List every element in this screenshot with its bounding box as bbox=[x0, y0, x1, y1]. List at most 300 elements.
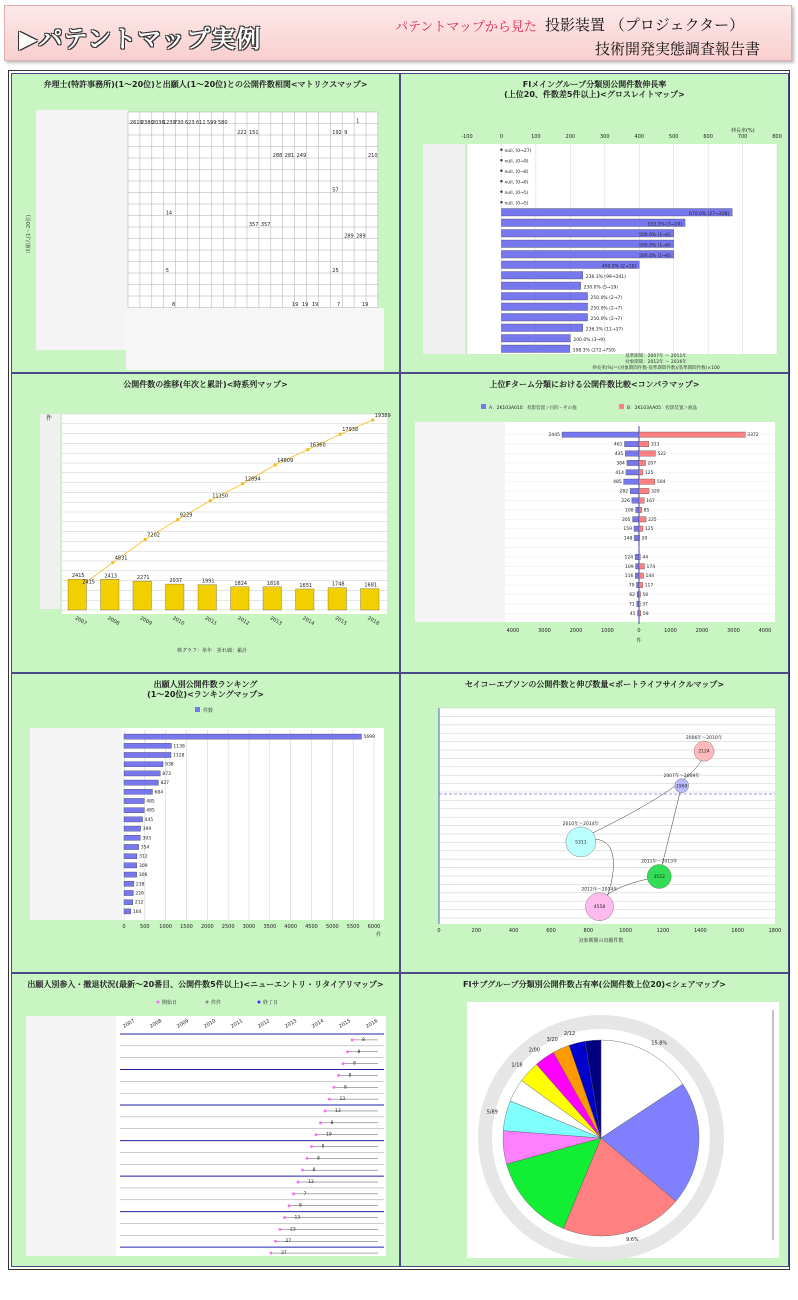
bar-label: 148 bbox=[623, 536, 633, 542]
bar bbox=[124, 890, 133, 895]
row-label: 19 bbox=[326, 1132, 332, 1138]
bar bbox=[124, 900, 133, 905]
row-label: 13 bbox=[339, 1097, 346, 1103]
bar bbox=[501, 335, 570, 343]
bar bbox=[639, 470, 643, 475]
tick-label: 300 bbox=[600, 134, 610, 140]
y-axis-label: 件 bbox=[46, 415, 53, 422]
cell-label: 9 bbox=[344, 130, 348, 136]
bar-label: 1824 bbox=[234, 580, 248, 587]
bar-label: 230.0% (5→19) bbox=[583, 285, 619, 291]
bar-label: 384 bbox=[616, 461, 625, 467]
bar-label: 500.0% (1→6) bbox=[639, 243, 671, 249]
tick-label: 2010 bbox=[203, 1018, 218, 1030]
tick-label: 2014 bbox=[301, 615, 316, 627]
tick-label: 2012 bbox=[257, 1018, 272, 1030]
tick-label: 3500 bbox=[263, 924, 277, 930]
bar bbox=[635, 573, 639, 578]
marker bbox=[500, 191, 502, 193]
legend-label: 件件 bbox=[211, 1000, 222, 1006]
bar bbox=[133, 581, 152, 610]
slice-label: 2/12 bbox=[563, 1031, 576, 1038]
bubble-label: 2011年～2013年 bbox=[641, 859, 678, 865]
bar-label: 108 bbox=[625, 508, 634, 514]
blank-area bbox=[36, 110, 128, 350]
legend-label: B：2K103AA05：投影装置＞液晶 bbox=[627, 406, 697, 411]
bar-label: 500.0% (1→6) bbox=[639, 253, 671, 259]
panel-title: セイコーエプソンの公開件数と伸び数量<ポートライフサイクルマップ> bbox=[464, 680, 725, 689]
marker bbox=[500, 180, 502, 182]
bar bbox=[361, 589, 380, 610]
x-axis-label: 対象期間の出願件数 bbox=[578, 938, 624, 944]
bar bbox=[625, 451, 639, 456]
bar-label: 1651 bbox=[299, 582, 313, 589]
tick-label: 1000 bbox=[601, 628, 614, 634]
panel-timeseries bbox=[11, 373, 400, 673]
bar bbox=[639, 460, 646, 465]
bar-label: 1991 bbox=[201, 578, 215, 585]
bar-label: 2037 bbox=[169, 578, 183, 585]
bar bbox=[624, 441, 639, 446]
x-axis-label: 件 bbox=[376, 932, 382, 938]
row-label: 8 bbox=[299, 1203, 302, 1209]
bar bbox=[124, 835, 140, 840]
bar-label: 312 bbox=[139, 854, 148, 860]
cell-label: 580 bbox=[218, 120, 228, 126]
point-label: 16360 bbox=[309, 442, 326, 449]
bar bbox=[639, 479, 655, 484]
legend-marker bbox=[206, 1001, 209, 1004]
bar bbox=[124, 863, 137, 868]
tick-label: 2009 bbox=[176, 1018, 191, 1030]
tick-label: 0 bbox=[122, 924, 126, 930]
start-marker bbox=[333, 1086, 336, 1089]
x-axis-label: 伸長率(%) bbox=[731, 128, 755, 134]
bar bbox=[639, 582, 643, 587]
tick-label: 1200 bbox=[656, 928, 670, 934]
cell-label: 19 bbox=[292, 302, 299, 308]
bar-label: 504 bbox=[656, 480, 666, 486]
bar-label: 238 bbox=[135, 882, 145, 888]
panel-ranking bbox=[11, 673, 400, 973]
legend-swatch bbox=[481, 404, 486, 409]
legend-marker bbox=[258, 1001, 261, 1004]
bar-label: 71 bbox=[629, 602, 635, 608]
bar-label: 282 bbox=[619, 489, 629, 495]
row-label: 7 bbox=[303, 1191, 307, 1197]
tick-label: 800 bbox=[772, 134, 782, 140]
bar-label: 124 bbox=[624, 555, 634, 561]
bar-label: 250.0% (2→7) bbox=[590, 295, 623, 301]
cell-label: 281 bbox=[284, 153, 295, 159]
bubble-value: 2124 bbox=[698, 749, 710, 755]
bar bbox=[639, 441, 649, 446]
tick-label: 2016 bbox=[365, 1018, 380, 1030]
tick-label: 600 bbox=[703, 134, 713, 140]
bar-label: 226 bbox=[621, 499, 630, 504]
bar bbox=[124, 734, 361, 739]
share-chart bbox=[401, 974, 788, 1266]
tick-label: 200 bbox=[471, 928, 482, 934]
bar bbox=[124, 789, 153, 794]
bar-label: 250.0% (2→7) bbox=[590, 316, 623, 322]
bar bbox=[639, 535, 640, 540]
tick-label: 2014 bbox=[311, 1018, 326, 1030]
cell-label: 357 bbox=[249, 222, 259, 228]
blank-area bbox=[423, 144, 465, 354]
chart-grid bbox=[8, 70, 790, 1270]
cell-label: 289 bbox=[344, 233, 354, 240]
row-label: 13 bbox=[308, 1180, 314, 1186]
bar bbox=[639, 526, 643, 531]
bar-label: 45 bbox=[629, 611, 636, 617]
tick-label: 2013 bbox=[284, 1018, 299, 1030]
bar-label: 164 bbox=[132, 909, 142, 915]
bar bbox=[124, 844, 139, 849]
cell-label: 289 bbox=[356, 233, 366, 240]
row-label: 8 bbox=[353, 1061, 356, 1067]
entry-chart bbox=[12, 974, 399, 1266]
bar-label: 250.0% (2→7) bbox=[590, 306, 623, 312]
start-marker bbox=[319, 1121, 322, 1124]
bar-label: 20 bbox=[641, 536, 648, 542]
bar bbox=[124, 872, 137, 877]
bar-label: 212 bbox=[134, 900, 144, 906]
blank-area bbox=[415, 422, 505, 622]
bar bbox=[231, 587, 250, 610]
bar bbox=[124, 817, 143, 822]
row-label: 8 bbox=[362, 1037, 365, 1043]
bar-label: 125 bbox=[644, 527, 654, 533]
bar bbox=[634, 526, 639, 531]
blank-area bbox=[26, 1016, 116, 1256]
bar-label: 1681 bbox=[364, 582, 378, 589]
tick-label: 1600 bbox=[731, 928, 745, 934]
page-title: ▶パテントマップ実例 bbox=[19, 25, 262, 53]
bar-label: 393 bbox=[142, 836, 151, 842]
legend-label: 件数 bbox=[203, 708, 214, 714]
start-marker bbox=[292, 1192, 295, 1195]
panel-title: 上位Fターム分類における公開件数比較<コンパラマップ> bbox=[489, 380, 700, 389]
bubble-label: 2012年～2014年 bbox=[581, 887, 618, 893]
tick-label: 2011 bbox=[230, 1018, 245, 1030]
panel-share bbox=[400, 973, 789, 1267]
bar-label: 2415 bbox=[71, 573, 85, 580]
bar-label: 1138 bbox=[173, 744, 185, 750]
point-label: 19389 bbox=[374, 412, 391, 419]
row-label: 8 bbox=[321, 1144, 325, 1150]
bar-label: 205 bbox=[621, 517, 631, 523]
bar-label: 485 bbox=[146, 799, 155, 805]
bar-label: 435 bbox=[614, 452, 624, 457]
bar bbox=[501, 282, 580, 290]
ranking-chart bbox=[12, 674, 399, 972]
bar bbox=[639, 432, 745, 437]
bar-label: 522 bbox=[657, 452, 667, 457]
bubble-label: 2007年～2009年 bbox=[663, 773, 700, 779]
bar-label: 2271 bbox=[136, 575, 150, 582]
cell-label: 7 bbox=[337, 302, 341, 308]
bar bbox=[635, 554, 639, 559]
tick-label: 1500 bbox=[180, 924, 193, 930]
bar bbox=[632, 498, 639, 503]
bar-label: 399 bbox=[142, 827, 152, 833]
bar bbox=[166, 584, 185, 610]
legend-swatch bbox=[619, 404, 624, 409]
cell-label: 2036 bbox=[152, 120, 165, 126]
bar-label: 2413 bbox=[104, 573, 118, 580]
bar-label: 461 bbox=[613, 442, 623, 448]
bar-label: 670.0% (27→208) bbox=[689, 211, 730, 217]
bar-label: 1748 bbox=[331, 581, 345, 588]
bar bbox=[501, 314, 587, 322]
bar-label: 159 bbox=[623, 527, 632, 533]
bar bbox=[501, 293, 587, 301]
bar-label: 85 bbox=[643, 508, 650, 514]
point-label: 2415 bbox=[82, 579, 95, 586]
bar-label: null, (0→6) bbox=[504, 180, 529, 186]
start-marker bbox=[306, 1157, 309, 1160]
bar-label: 313 bbox=[650, 442, 660, 448]
point-label: 11150 bbox=[212, 493, 229, 500]
bar bbox=[639, 451, 655, 456]
report-header bbox=[4, 5, 792, 61]
tick-label: 5500 bbox=[346, 924, 360, 930]
cell-label: 14 bbox=[165, 210, 173, 217]
bar-label: 500.0% (1→6) bbox=[639, 232, 671, 238]
bar-label: 226 bbox=[135, 891, 145, 897]
tick-label: 2000 bbox=[200, 924, 214, 930]
bar-label: 116 bbox=[624, 574, 634, 580]
slice-label: 15.8% bbox=[651, 1040, 668, 1047]
bar bbox=[630, 488, 639, 493]
start-marker bbox=[315, 1133, 318, 1136]
tick-label: 2000 bbox=[695, 628, 709, 634]
tick-label: 5000 bbox=[325, 924, 339, 930]
tick-label: 0 bbox=[499, 134, 504, 140]
bar bbox=[639, 488, 649, 493]
tick-label: 4000 bbox=[758, 628, 772, 634]
row-label: 8 bbox=[344, 1085, 347, 1091]
tick-label: 500 bbox=[668, 134, 679, 140]
tick-label: 500 bbox=[140, 924, 150, 930]
tick-label: 3000 bbox=[727, 628, 740, 634]
bar bbox=[501, 345, 569, 353]
legend-label: 開始日 bbox=[162, 1000, 178, 1006]
tick-label: 0 bbox=[437, 928, 441, 934]
tick-label: 1800 bbox=[768, 928, 782, 934]
cell-label: 611 bbox=[196, 120, 206, 126]
bar-label: 174 bbox=[646, 564, 656, 570]
cell-label: 288 bbox=[272, 153, 283, 159]
y-axis-label: 出願人(1～20位) bbox=[26, 214, 32, 254]
bar-label: 59 bbox=[642, 611, 649, 617]
tick-label: 3000 bbox=[538, 628, 551, 634]
start-marker bbox=[288, 1204, 291, 1207]
tick-label: 700 bbox=[737, 134, 748, 140]
bar-label: 225 bbox=[648, 517, 657, 523]
bar bbox=[562, 432, 639, 437]
bubble-value: 5311 bbox=[575, 840, 587, 846]
marker bbox=[500, 159, 502, 161]
bar bbox=[124, 743, 171, 748]
bar-label: null, (0→8) bbox=[504, 169, 529, 175]
bar bbox=[124, 808, 144, 813]
start-marker bbox=[301, 1169, 304, 1172]
cell-label: 599 bbox=[207, 120, 217, 126]
bar bbox=[101, 579, 120, 610]
marker bbox=[500, 170, 502, 172]
row-label: 13 bbox=[335, 1108, 341, 1114]
note: 伸長率(%)＝(対象期間件数-基準期間件数)/基準期間件数)×100 bbox=[592, 366, 720, 371]
bar bbox=[626, 470, 639, 475]
legend-swatch bbox=[195, 707, 200, 712]
panel-compare bbox=[400, 373, 789, 673]
bar-label: null, (0→27) bbox=[504, 148, 532, 154]
panel-title: 公開件数の推移(年次と累計)<時系列マップ> bbox=[123, 380, 288, 389]
tick-label: 2007 bbox=[122, 1018, 137, 1030]
timeseries-chart bbox=[12, 374, 399, 672]
start-marker bbox=[342, 1062, 345, 1065]
slice-label: 2/00 bbox=[528, 1047, 540, 1054]
note: 基準期間：2007年 ～ 2011年 bbox=[625, 354, 687, 359]
legend-label: 終了日 bbox=[263, 1000, 279, 1006]
bar bbox=[627, 460, 639, 465]
bar-label: 62 bbox=[629, 593, 636, 598]
subtitle-red: パテントマップから見た bbox=[395, 20, 537, 35]
bar-label: 400.0% (2→10) bbox=[601, 264, 637, 270]
cell-label: 192 bbox=[332, 130, 342, 136]
tick-label: 4000 bbox=[284, 924, 298, 930]
bar-label: 684 bbox=[154, 790, 164, 796]
bar bbox=[501, 272, 582, 280]
growth-chart bbox=[401, 74, 788, 372]
tick-label: 1400 bbox=[693, 928, 707, 934]
row-label: 8 bbox=[317, 1156, 320, 1162]
panel-entry bbox=[11, 973, 400, 1267]
tick-label: 2013 bbox=[268, 615, 283, 627]
point-label: 9229 bbox=[179, 512, 193, 519]
tick-label: 0 bbox=[637, 628, 641, 634]
start-marker bbox=[328, 1098, 331, 1101]
blank-area bbox=[126, 308, 384, 370]
tick-label: 2500 bbox=[221, 924, 235, 930]
panel-title: 出願人別公開件数ランキング (1～20位)<ランキングマップ> bbox=[147, 680, 264, 699]
marker bbox=[500, 149, 502, 151]
bar-label: 236.3% (11→37) bbox=[585, 327, 624, 333]
start-marker bbox=[324, 1110, 327, 1113]
slice-label: 5/89 bbox=[486, 1109, 498, 1116]
bar bbox=[636, 564, 639, 569]
bar-label: 485 bbox=[146, 808, 155, 814]
tick-label: 400 bbox=[634, 134, 644, 140]
bubble-label: 2006年～2010年 bbox=[685, 736, 723, 742]
tick-label: 2007 bbox=[73, 615, 88, 627]
tick-label: 2000 bbox=[569, 628, 583, 634]
blank-area bbox=[40, 414, 60, 609]
row-label: 13 bbox=[294, 1215, 301, 1221]
plot-area bbox=[467, 144, 777, 354]
start-marker bbox=[297, 1181, 300, 1184]
tick-label: 2015 bbox=[338, 1018, 353, 1030]
bar bbox=[639, 564, 644, 569]
tick-label: 2010 bbox=[171, 615, 186, 627]
panel-title: 弁理士(特許事務所)(1～20位)と出願人(1～20位)との公開件数相関<マトリクスマップ> bbox=[43, 80, 368, 89]
tick-label: 400 bbox=[508, 928, 519, 934]
bar-label: 320 bbox=[651, 489, 660, 495]
bar-label: 873 bbox=[162, 771, 171, 777]
bar-label: 207 bbox=[647, 461, 657, 467]
bar-label: 117 bbox=[644, 583, 654, 589]
bar-label: 414 bbox=[615, 470, 624, 476]
panel-title: 出願人別参入・撤退状況(最新～20番目、公開件数5件以上)<ニューエントリ・リタイアリマップ> bbox=[27, 980, 384, 989]
bar bbox=[124, 771, 160, 776]
bar bbox=[639, 517, 646, 522]
bar-label: 144 bbox=[645, 574, 655, 580]
bar bbox=[636, 507, 639, 512]
compare-chart bbox=[401, 374, 788, 672]
bar bbox=[124, 826, 141, 831]
bar bbox=[124, 854, 137, 859]
note: 棒グラフ：単年 折れ線：累計 bbox=[176, 648, 248, 654]
note: 対象期間：2012年 ～ 2016年 bbox=[625, 360, 687, 365]
cell-label: 19 bbox=[312, 302, 319, 308]
bar-label: null, (0→5) bbox=[504, 190, 529, 196]
legend-marker bbox=[157, 1001, 160, 1004]
bubble-value: 3522 bbox=[653, 874, 665, 880]
cell-label: 2619 bbox=[130, 120, 143, 126]
cell-label: 1239 bbox=[163, 120, 176, 126]
bar-label: null, (0→9) bbox=[504, 159, 529, 165]
tick-label: -100 bbox=[461, 134, 473, 140]
bar bbox=[124, 762, 163, 767]
tick-label: 1000 bbox=[664, 628, 677, 634]
tick-label: 2009 bbox=[138, 615, 153, 627]
bubble-value: 1969 bbox=[675, 784, 688, 790]
bar bbox=[634, 535, 639, 540]
cell-label: 210 bbox=[368, 153, 378, 159]
bar-label: 50 bbox=[642, 593, 649, 598]
tick-label: 1000 bbox=[619, 928, 633, 934]
tick-label: 1000 bbox=[159, 924, 173, 930]
bar-label: 485 bbox=[613, 480, 622, 486]
bar-label: 445 bbox=[144, 817, 154, 823]
point-label: 12894 bbox=[244, 476, 261, 483]
bar bbox=[637, 592, 639, 597]
row-label: 27 bbox=[285, 1239, 292, 1245]
bar bbox=[624, 479, 639, 484]
tick-label: 2008 bbox=[106, 615, 121, 627]
cell-label: 8 bbox=[172, 302, 176, 308]
bar-label: 37 bbox=[642, 602, 648, 608]
cell-label: 249 bbox=[296, 153, 307, 159]
bar-label: 309 bbox=[138, 863, 148, 869]
row-label: 8 bbox=[357, 1049, 361, 1055]
start-marker bbox=[274, 1240, 277, 1243]
bar bbox=[124, 798, 144, 803]
bar bbox=[198, 585, 217, 610]
bar bbox=[637, 582, 639, 587]
bubble-value: 4558 bbox=[593, 905, 606, 911]
bar bbox=[263, 587, 282, 610]
tick-label: 2016 bbox=[366, 615, 381, 627]
start-marker bbox=[346, 1050, 349, 1053]
bar-label: 306 bbox=[138, 873, 148, 879]
bar-label: null, (0→5) bbox=[504, 201, 529, 207]
start-marker bbox=[270, 1252, 273, 1255]
bar bbox=[633, 517, 639, 522]
start-marker bbox=[283, 1216, 286, 1219]
